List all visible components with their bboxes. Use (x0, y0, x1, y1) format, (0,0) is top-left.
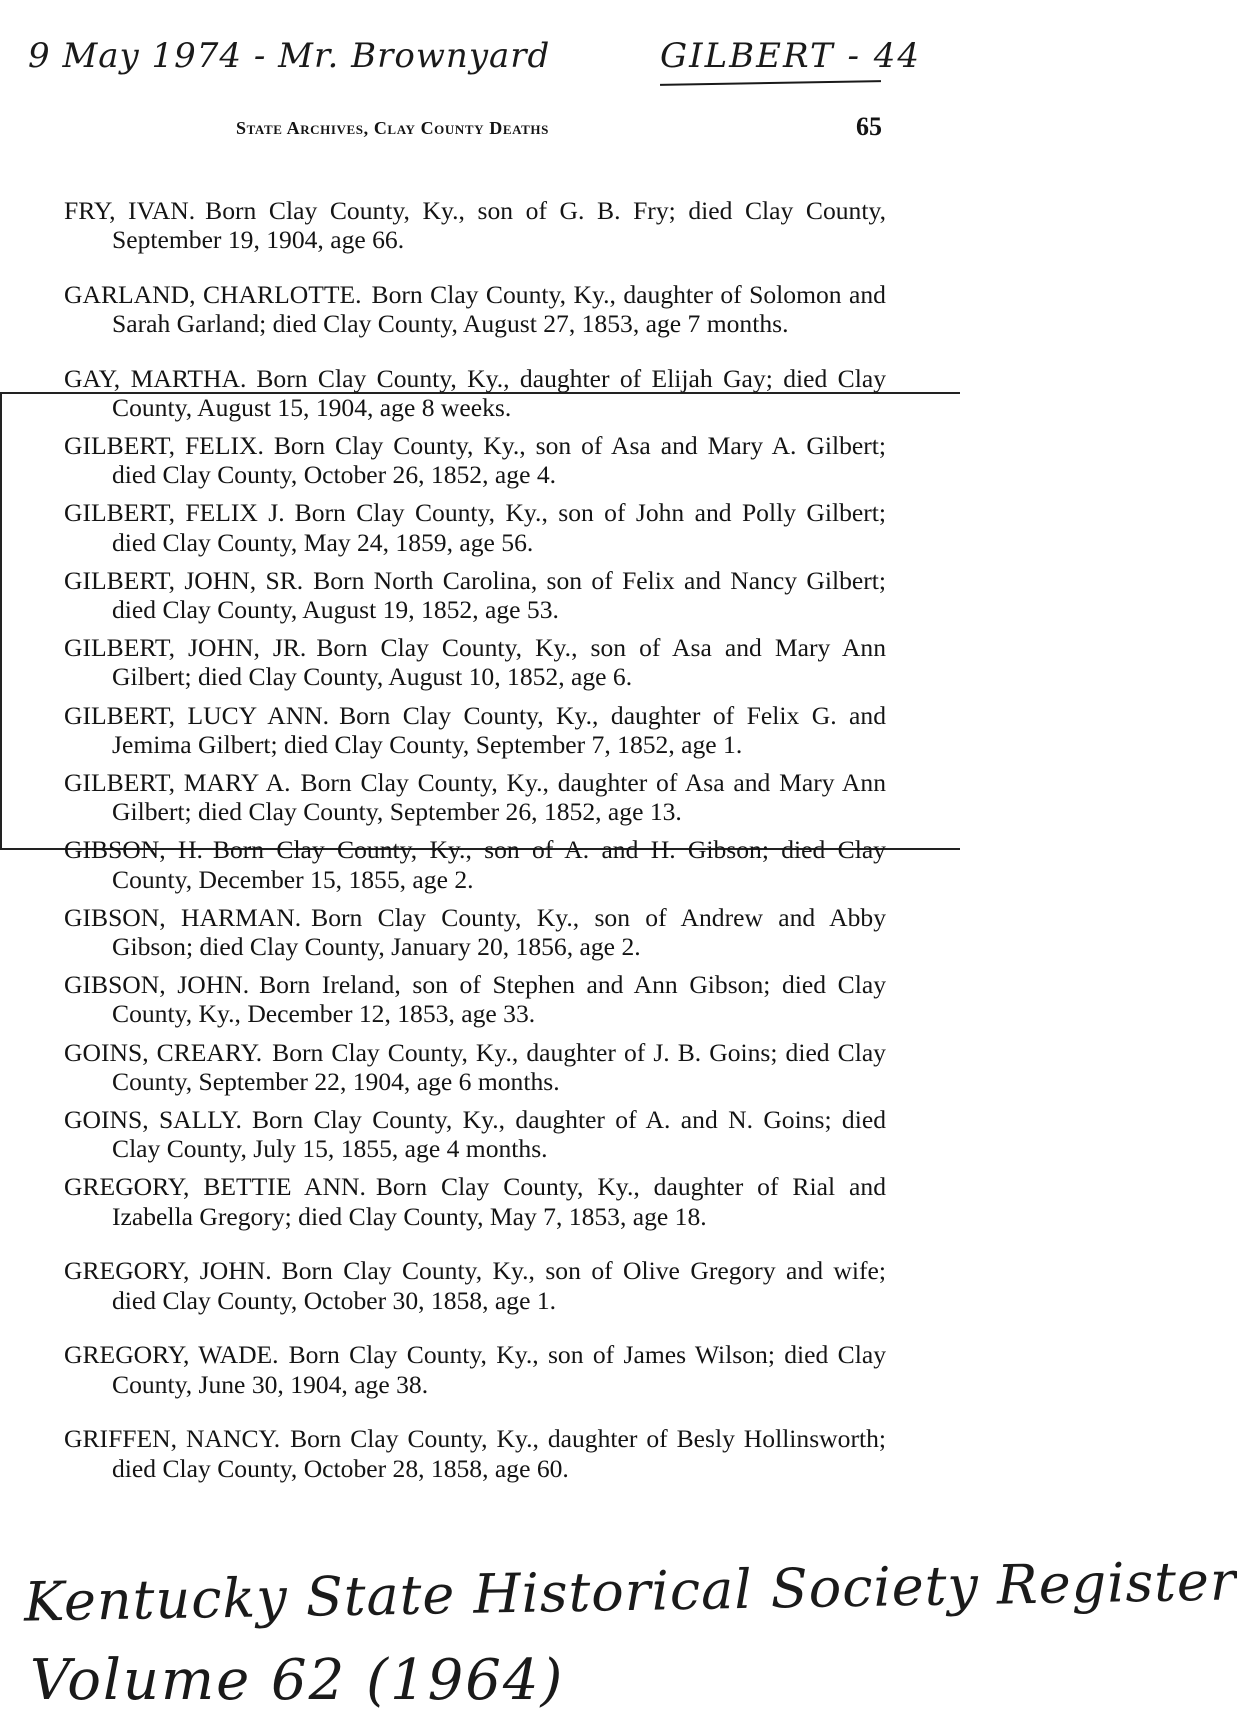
record-details: Born Clay County, Ky., daughter of J. B. Goins; died Clay County, September 22, 1904, age 6 months. (112, 1037, 886, 1096)
record-name: GOINS, SALLY. (64, 1105, 242, 1135)
death-record (64, 566, 886, 624)
record-details: Born Clay County, Ky., son of Asa and Mary Ann Gilbert; died Clay County, August 10, 1852, age 6. (112, 633, 887, 692)
record-details: Born Clay County, Ky., daughter of Rial and Izabella Gregory; died Clay County, May 7, 1853, age 18. (112, 1172, 886, 1231)
record-name: GREGORY, JOHN. (64, 1256, 272, 1286)
gilbert-bracket-left-line (0, 392, 2, 850)
page-header (0, 112, 960, 146)
record-details: Born Clay County, Ky., son of Olive Gregory and wife; died Clay County, October 30, 1858, age 1. (112, 1256, 886, 1315)
record-name: GREGORY, BETTIE ANN. (64, 1172, 366, 1202)
record-name: GIBSON, JOHN. (64, 970, 250, 1000)
record-name: GIBSON, H. (64, 835, 203, 865)
record-name: FRY, IVAN. (64, 195, 196, 225)
record-name: GILBERT, FELIX J. (64, 498, 285, 528)
death-records-list (64, 170, 886, 1486)
record-name: GILBERT, LUCY ANN. (64, 700, 330, 730)
handwritten-source-line-1: Kentucky State Historical Society Register (23, 1549, 1237, 1634)
death-record (64, 701, 886, 759)
record-name: GRIFFEN, NANCY. (64, 1424, 281, 1454)
record-details: Born North Carolina, son of Felix and Nancy Gilbert; died Clay County, August 19, 1852, age 53. (112, 565, 886, 625)
record-name: GREGORY, WADE. (64, 1340, 279, 1370)
handwritten-underline (660, 80, 881, 86)
death-record (64, 1340, 886, 1398)
record-details: Born Clay County, Ky., son of G. B. Fry; died Clay County, September 19, 1904, age 66. (112, 195, 886, 254)
handwritten-surname-tag (660, 36, 921, 76)
death-record (64, 1038, 886, 1096)
death-record (64, 1105, 886, 1163)
record-details: Born Clay County, Ky., son of Andrew and Abby Gibson; died Clay County, January 20, 1856, age 2. (112, 902, 886, 962)
record-name: GILBERT, MARY A. (64, 768, 291, 798)
death-record (64, 364, 886, 422)
handwritten-source-line-2: Volume 62 (1964) (30, 1648, 565, 1713)
record-details: Born Clay County, Ky., daughter of Besly Hollinsworth; died Clay County, October 28, 1858, age 60. (112, 1424, 886, 1483)
death-record (64, 1172, 886, 1230)
record-details: Born Clay County, Ky., daughter of Elijah Gay; died Clay County, August 15, 1904, age 8 weeks. (112, 363, 886, 422)
record-name: GILBERT, JOHN, SR. (64, 565, 304, 595)
record-details: Born Clay County, Ky., daughter of Felix G. and Jemima Gilbert; died Clay County, September 7, 1852, age 1. (112, 700, 886, 759)
record-name: GAY, MARTHA. (64, 363, 247, 393)
page-number: 65 (856, 112, 882, 141)
record-details: Born Clay County, Ky., daughter of Solomon and Sarah Garland; died Clay County, August 27, 1853, age 7 months. (112, 279, 886, 338)
death-record (64, 970, 886, 1028)
record-details: Born Clay County, Ky., son of Asa and Mary A. Gilbert; died Clay County, October 26, 1852, age 4. (112, 431, 886, 490)
record-details: Born Ireland, son of Stephen and Ann Gibson; died Clay County, Ky., December 12, 1853, age 33. (112, 970, 886, 1029)
death-record (64, 280, 886, 338)
handwritten-surname-text: GILBERT - 44 (660, 36, 922, 76)
handwritten-date-note: 9 May 1974 - Mr. Brownyard (28, 36, 551, 76)
record-details: Born Clay County, Ky., son of A. and H. Gibson; died Clay County, December 15, 1855, age 2. (112, 835, 886, 894)
record-name: GARLAND, CHARLOTTE. (64, 279, 362, 309)
death-record (64, 196, 886, 254)
death-record (64, 1256, 886, 1314)
record-name: GILBERT, JOHN, JR. (64, 633, 307, 663)
death-record (64, 1424, 886, 1482)
record-name: GOINS, CREARY. (64, 1037, 263, 1067)
record-name: GIBSON, HARMAN. (64, 902, 302, 932)
record-details: Born Clay County, Ky., daughter of A. and N. Goins; died Clay County, July 15, 1855, age 4 months. (112, 1105, 886, 1164)
record-details: Born Clay County, Ky., son of John and Polly Gilbert; died Clay County, May 24, 1859, age 56. (112, 498, 886, 557)
death-record (64, 431, 886, 489)
running-title: State Archives, Clay County Deaths (236, 118, 549, 138)
death-record (64, 633, 886, 691)
record-name: GILBERT, FELIX. (64, 431, 264, 460)
death-record (64, 903, 886, 961)
record-details: Born Clay County, Ky., son of James Wilson; died Clay County, June 30, 1904, age 38. (112, 1340, 886, 1399)
death-record (64, 768, 886, 826)
death-record (64, 835, 886, 893)
record-details: Born Clay County, Ky., daughter of Asa and Mary Ann Gilbert; died Clay County, September 26, 1852, age 13. (112, 768, 886, 827)
death-record (64, 498, 886, 556)
